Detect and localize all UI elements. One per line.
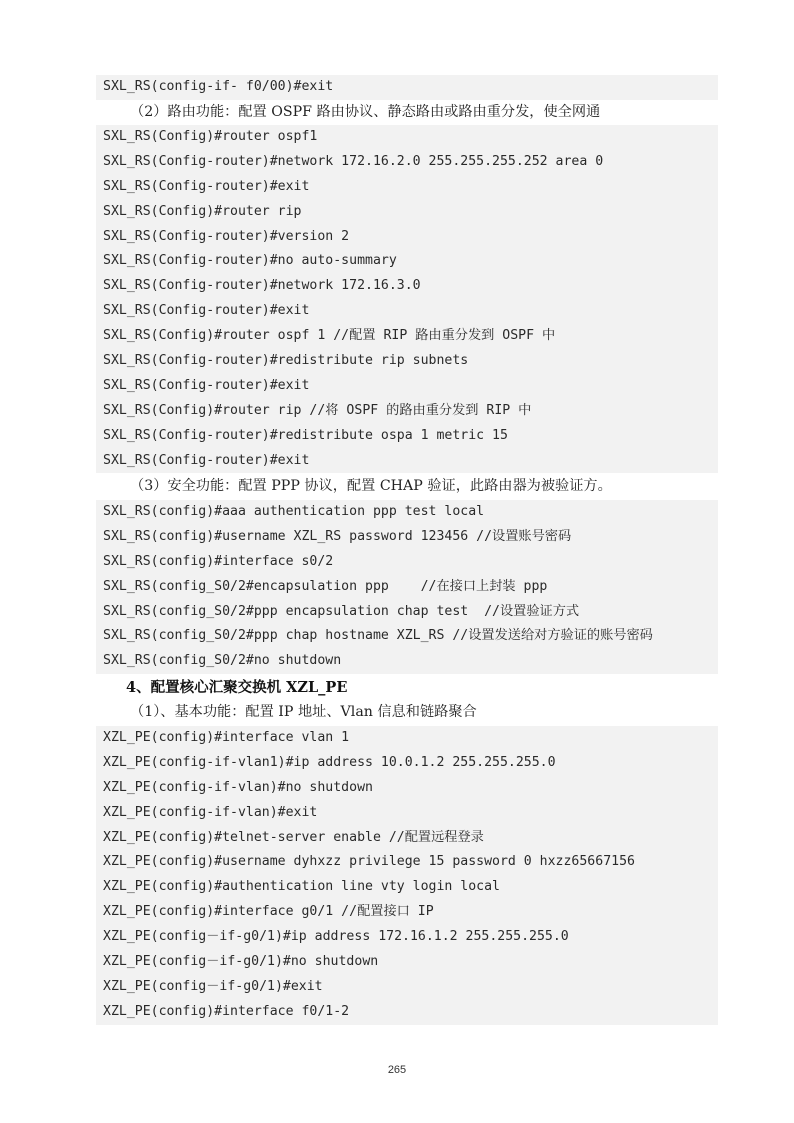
code-line: SXL_RS(Config-router)#network 172.16.3.0	[103, 278, 421, 294]
code-block-1	[96, 75, 718, 100]
code-line: SXL_RS(Config)#router ospf 1 //配置 RIP 路由重分发到 OSPF 中	[103, 328, 556, 344]
code-block-4	[96, 726, 718, 1025]
code-line: SXL_RS(config_S0/2#no shutdown	[103, 653, 342, 669]
code-line: SXL_RS(config)#username XZL_RS password 123456 //设置账号密码	[103, 528, 572, 544]
code-block-2	[96, 125, 718, 473]
code-line: SXL_RS(Config-router)#network 172.16.2.0 255.255.255.252 area 0	[103, 153, 604, 169]
code-line: SXL_RS(Config)#router ospf1	[103, 129, 318, 144]
code-line: SXL_RS(Config-router)#version 2	[103, 228, 350, 244]
code-line: XZL_PE(config)#username dyhxzz privilege 15 password 0 hxzz65667156	[103, 854, 635, 870]
code-line: SXL_RS(Config-router)#exit	[103, 377, 310, 393]
code-line: XZL_PE(config)#interface vlan 1	[103, 730, 350, 745]
code-line: XZL_PE(config－if-g0/1)#ip address 172.16.1.2 255.255.255.0	[103, 929, 569, 945]
code-line: XZL_PE(config)#authentication line vty login local	[103, 879, 500, 895]
code-line: SXL_RS(config_S0/2#ppp chap hostname XZL_RS //设置发送给对方验证的账号密码	[103, 628, 653, 644]
code-line: XZL_PE(config)#interface g0/1 //配置接口 IP	[103, 904, 434, 920]
code-line: SXL_RS(Config-router)#exit	[103, 452, 310, 468]
section-para-security: （3）安全功能：配置 PPP 协议，配置 CHAP 验证，此路由器为被验证方。	[130, 478, 612, 494]
section-para-basic: （1）、基本功能：配置 IP 地址、Vlan 信息和链路聚合	[130, 704, 477, 720]
code-line: SXL_RS(Config-router)#redistribute ospa 1 metric 15	[103, 427, 508, 443]
code-line: SXL_RS(config-if- f0/00)#exit	[103, 79, 334, 94]
code-line: SXL_RS(config)#interface s0/2	[103, 553, 334, 569]
code-line: XZL_PE(config-if-vlan)#no shutdown	[103, 779, 373, 795]
code-line: SXL_RS(config_S0/2#encapsulation ppp //在接口上封装 ppp	[103, 578, 548, 594]
code-block-3	[96, 500, 718, 674]
section-para-routing: （2）路由功能：配置 OSPF 路由协议、静态路由或路由重分发，使全网通	[130, 104, 601, 120]
code-line: SXL_RS(Config-router)#redistribute rip subnets	[103, 353, 469, 369]
code-line: XZL_PE(config－if-g0/1)#no shutdown	[103, 954, 379, 970]
code-line: XZL_PE(config-if-vlan1)#ip address 10.0.1.2 255.255.255.0	[103, 754, 556, 770]
page-number: 265	[387, 1064, 407, 1076]
code-line: SXL_RS(Config-router)#exit	[103, 178, 310, 194]
code-line: SXL_RS(Config-router)#no auto-summary	[103, 253, 397, 269]
code-line: SXL_RS(config)#aaa authentication ppp test local	[103, 504, 485, 519]
code-line: SXL_RS(Config-router)#exit	[103, 303, 310, 319]
code-line: XZL_PE(config)#telnet-server enable //配置远程登录	[103, 829, 484, 845]
code-line: SXL_RS(Config)#router rip //将 OSPF 的路由重分发到 RIP 中	[103, 402, 532, 418]
code-line: XZL_PE(config-if-vlan)#exit	[103, 804, 318, 820]
code-line: XZL_PE(config)#interface f0/1-2	[103, 1003, 350, 1019]
code-line: XZL_PE(config－if-g0/1)#exit	[103, 978, 323, 994]
code-line: SXL_RS(config_S0/2#ppp encapsulation chap test //设置验证方式	[103, 603, 580, 619]
section-heading: 4、配置核心汇聚交换机 XZL_PE	[126, 679, 348, 696]
code-line: SXL_RS(Config)#router rip	[103, 203, 302, 219]
